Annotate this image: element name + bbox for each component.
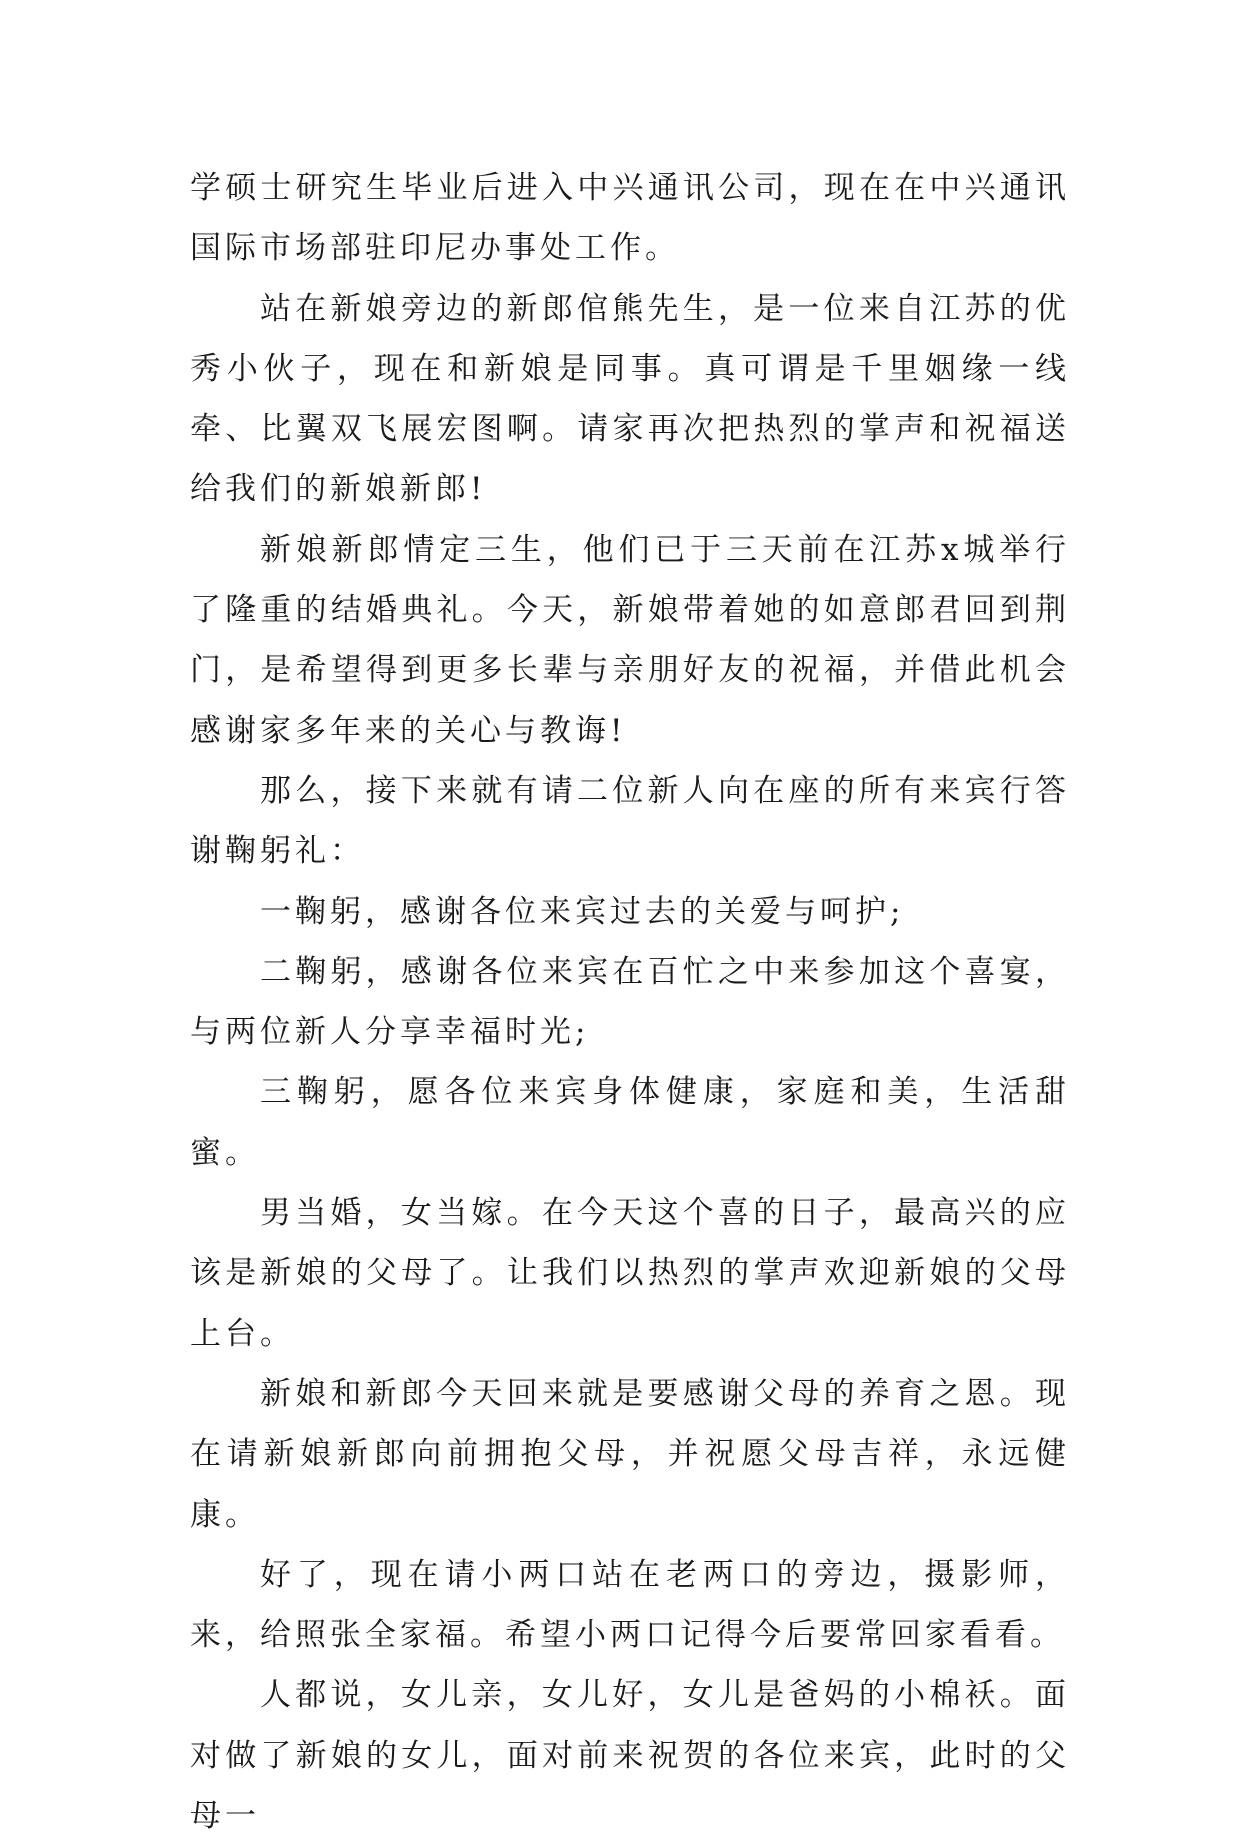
paragraph-10: 好了，现在请小两口站在老两口的旁边，摄影师，来，给照张全家福。希望小两口记得今后要常回家看看。 (190, 1556, 1070, 1654)
paragraph-8: 男当婚，女当嫁。在今天这个喜的日子，最高兴的应该是新娘的父母了。让我们以热烈的掌声欢迎新娘的父母上台。 (190, 1195, 1070, 1352)
paragraph-9: 新娘和新郎今天回来就是要感谢父母的养育之恩。现在请新娘新郎向前拥抱父母，并祝愿父母吉祥，永远健康。 (190, 1375, 1070, 1533)
paragraph-5: 一鞠躬，感谢各位来宾过去的关爱与呵护; (260, 893, 905, 930)
paragraph-7: 三鞠躬，愿各位来宾身体健康，家庭和美，生活甜蜜。 (190, 1074, 1070, 1171)
paragraph-4: 那么，接下来就有请二位新人向在座的所有来宾行答谢鞠躬礼： (190, 772, 1070, 870)
document-body (190, 158, 1070, 1846)
paragraph-2: 站在新娘旁边的新郎倌熊先生，是一位来自江苏的优秀小伙子，现在和新娘是同事。真可谓是千里姻缘一线牵、比翼双飞展宏图啊。请家再次把热烈的掌声和祝福送给我们的新娘新郎! (190, 290, 1070, 508)
paragraph-11: 人都说，女儿亲，女儿好，女儿是爸妈的小棉袄。面对做了新娘的女儿，面对前来祝贺的各位来宾，此时的父母一 (190, 1677, 1070, 1835)
paragraph-3: 新娘新郎情定三生，他们已于三天前在江苏x城举行了隆重的结婚典礼。今天，新娘带着她的如意郎君回到荆门，是希望得到更多长辈与亲朋好友的祝福，并借此机会感谢家多年来的关心与教诲! (190, 531, 1070, 749)
paragraph-1: 学硕士研究生毕业后进入中兴通讯公司，现在在中兴通讯国际市场部驻印尼办事处工作。 (190, 170, 1070, 267)
paragraph-6: 二鞠躬，感谢各位来宾在百忙之中来参加这个喜宴，与两位新人分享幸福时光; (190, 953, 1070, 1051)
